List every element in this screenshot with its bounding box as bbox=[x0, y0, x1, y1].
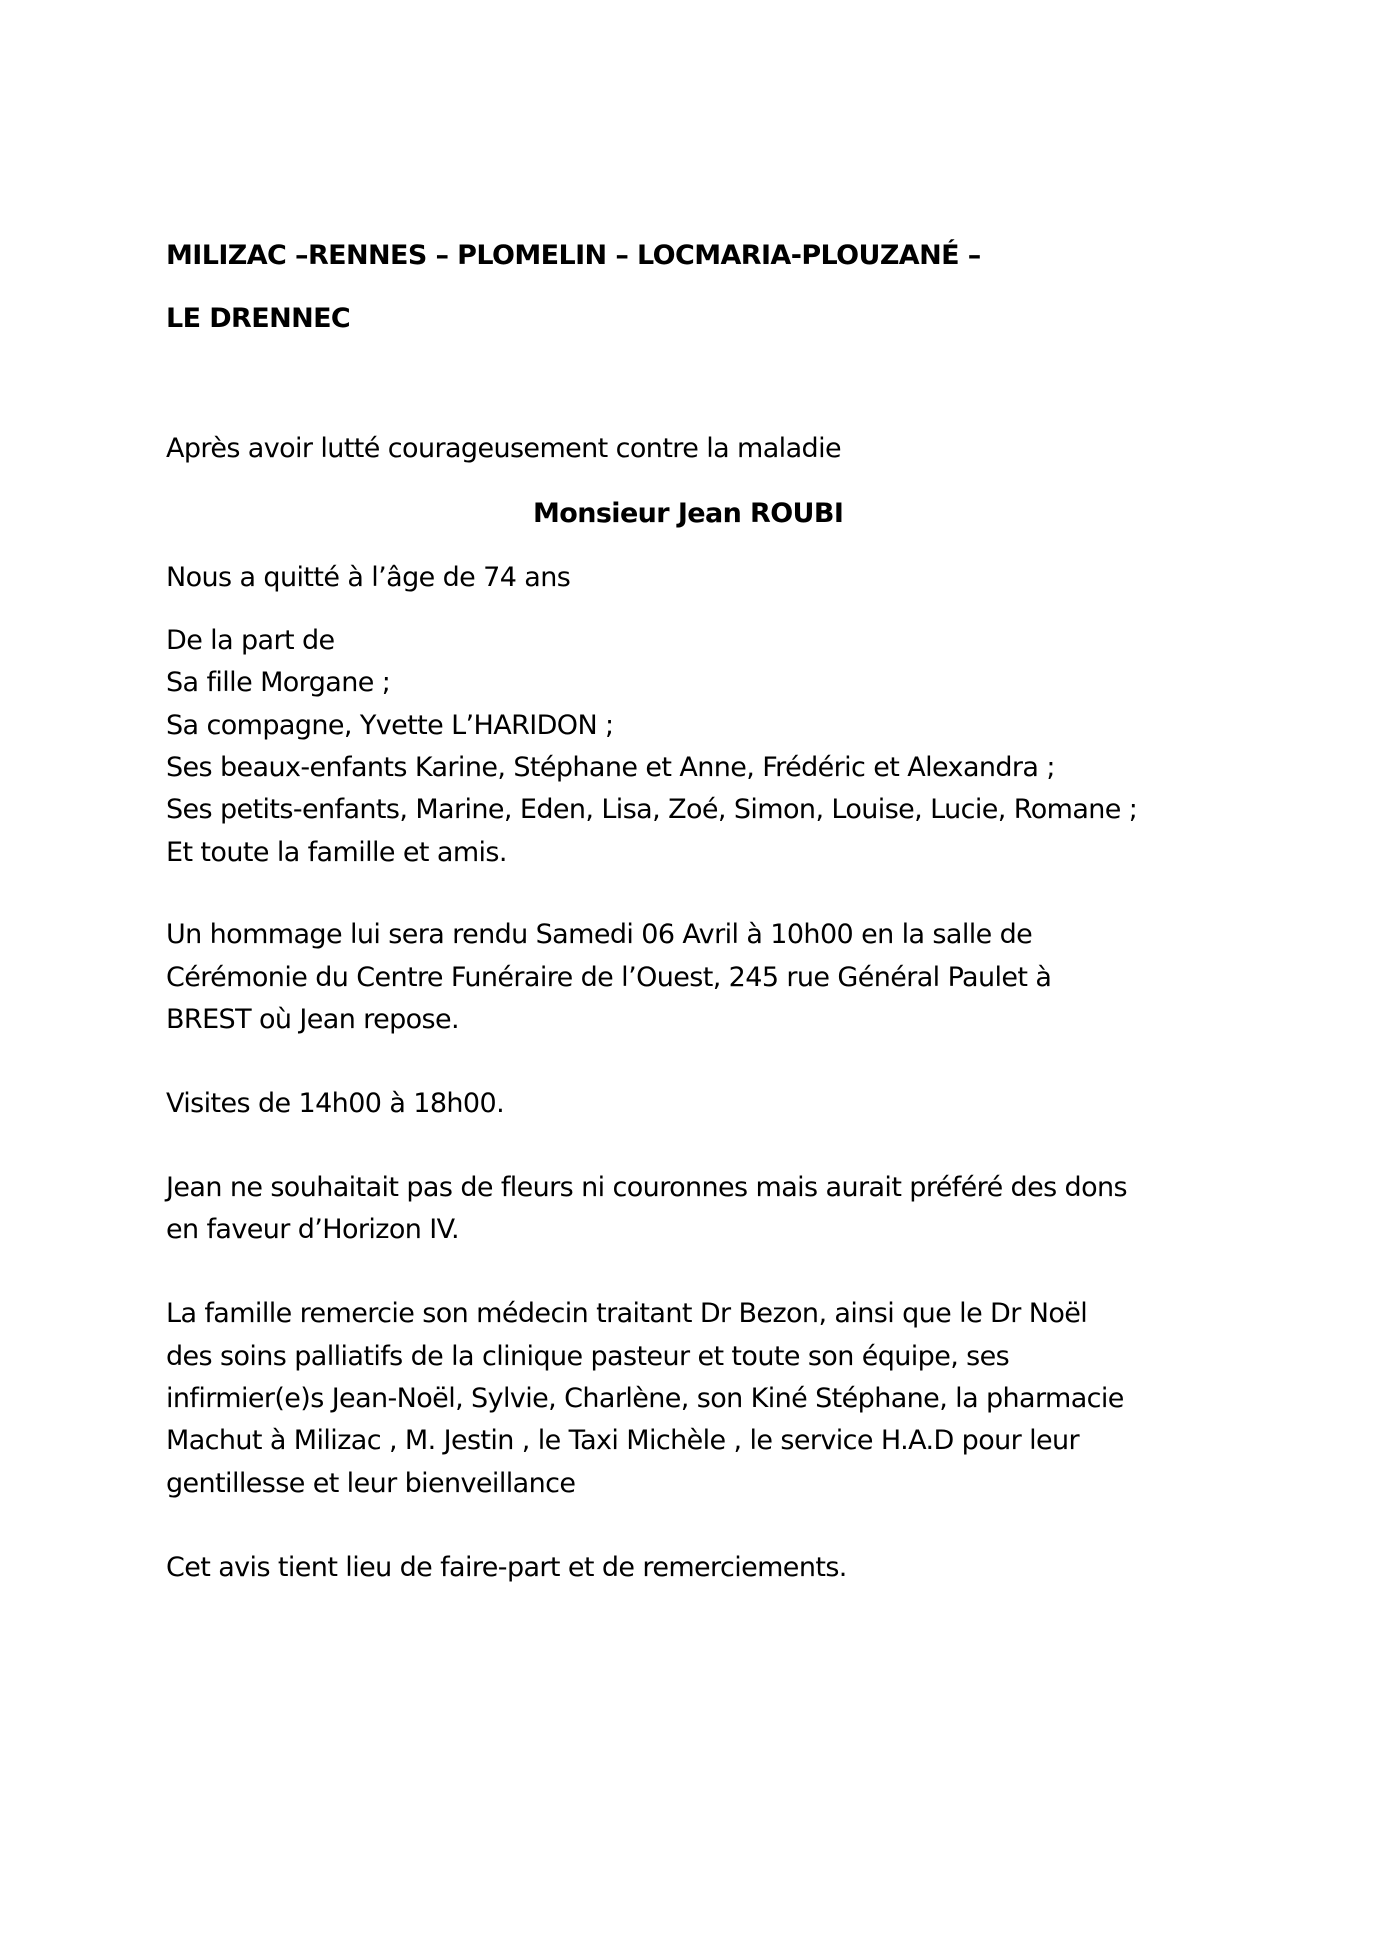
thanks-line: des soins palliatifs de la clinique pasteur et toute son équipe, ses bbox=[166, 1341, 1010, 1372]
thanks-line: Machut à Milizac , M. Jestin , le Taxi Michèle , le service H.A.D pour leur bbox=[166, 1425, 1080, 1456]
ceremony-line: Un hommage lui sera rendu Samedi 06 Avril à 10h00 en la salle de bbox=[166, 919, 1033, 950]
ceremony-line: Cérémonie du Centre Funéraire de l’Ouest, 245 rue Général Paulet à bbox=[166, 962, 1052, 993]
thanks-line: infirmier(e)s Jean-Noël, Sylvie, Charlène, son Kiné Stéphane, la pharmacie bbox=[166, 1383, 1124, 1414]
closing-text: Cet avis tient lieu de faire-part et de remerciements. bbox=[166, 1552, 847, 1583]
visits-text: Visites de 14h00 à 18h00. bbox=[166, 1088, 505, 1119]
family-line: Ses petits-enfants, Marine, Eden, Lisa, Zoé, Simon, Louise, Lucie, Romane ; bbox=[166, 794, 1138, 825]
donations-line: Jean ne souhaitait pas de fleurs ni couronnes mais aurait préféré des dons bbox=[166, 1172, 1127, 1203]
donations-line: en faveur d’Horizon IV. bbox=[166, 1214, 460, 1245]
thanks-line: La famille remercie son médecin traitant Dr Bezon, ainsi que le Dr Noël bbox=[166, 1298, 1088, 1329]
locations-heading-line-1: MILIZAC –RENNES – PLOMELIN – LOCMARIA-PLOUZANÉ – bbox=[166, 240, 981, 271]
locations-heading-line-2: LE DRENNEC bbox=[166, 303, 351, 334]
age-text: Nous a quitté à l’âge de 74 ans bbox=[166, 562, 571, 593]
intro-text: Après avoir lutté courageusement contre la maladie bbox=[166, 433, 841, 464]
family-line: De la part de bbox=[166, 625, 335, 656]
family-line: Et toute la famille et amis. bbox=[166, 837, 507, 868]
deceased-name: Monsieur Jean ROUBI bbox=[533, 498, 844, 529]
family-line: Ses beaux-enfants Karine, Stéphane et Anne, Frédéric et Alexandra ; bbox=[166, 752, 1055, 783]
family-line: Sa fille Morgane ; bbox=[166, 667, 391, 698]
thanks-line: gentillesse et leur bienveillance bbox=[166, 1468, 576, 1499]
ceremony-line: BREST où Jean repose. bbox=[166, 1004, 460, 1035]
family-line: Sa compagne, Yvette L’HARIDON ; bbox=[166, 710, 614, 741]
